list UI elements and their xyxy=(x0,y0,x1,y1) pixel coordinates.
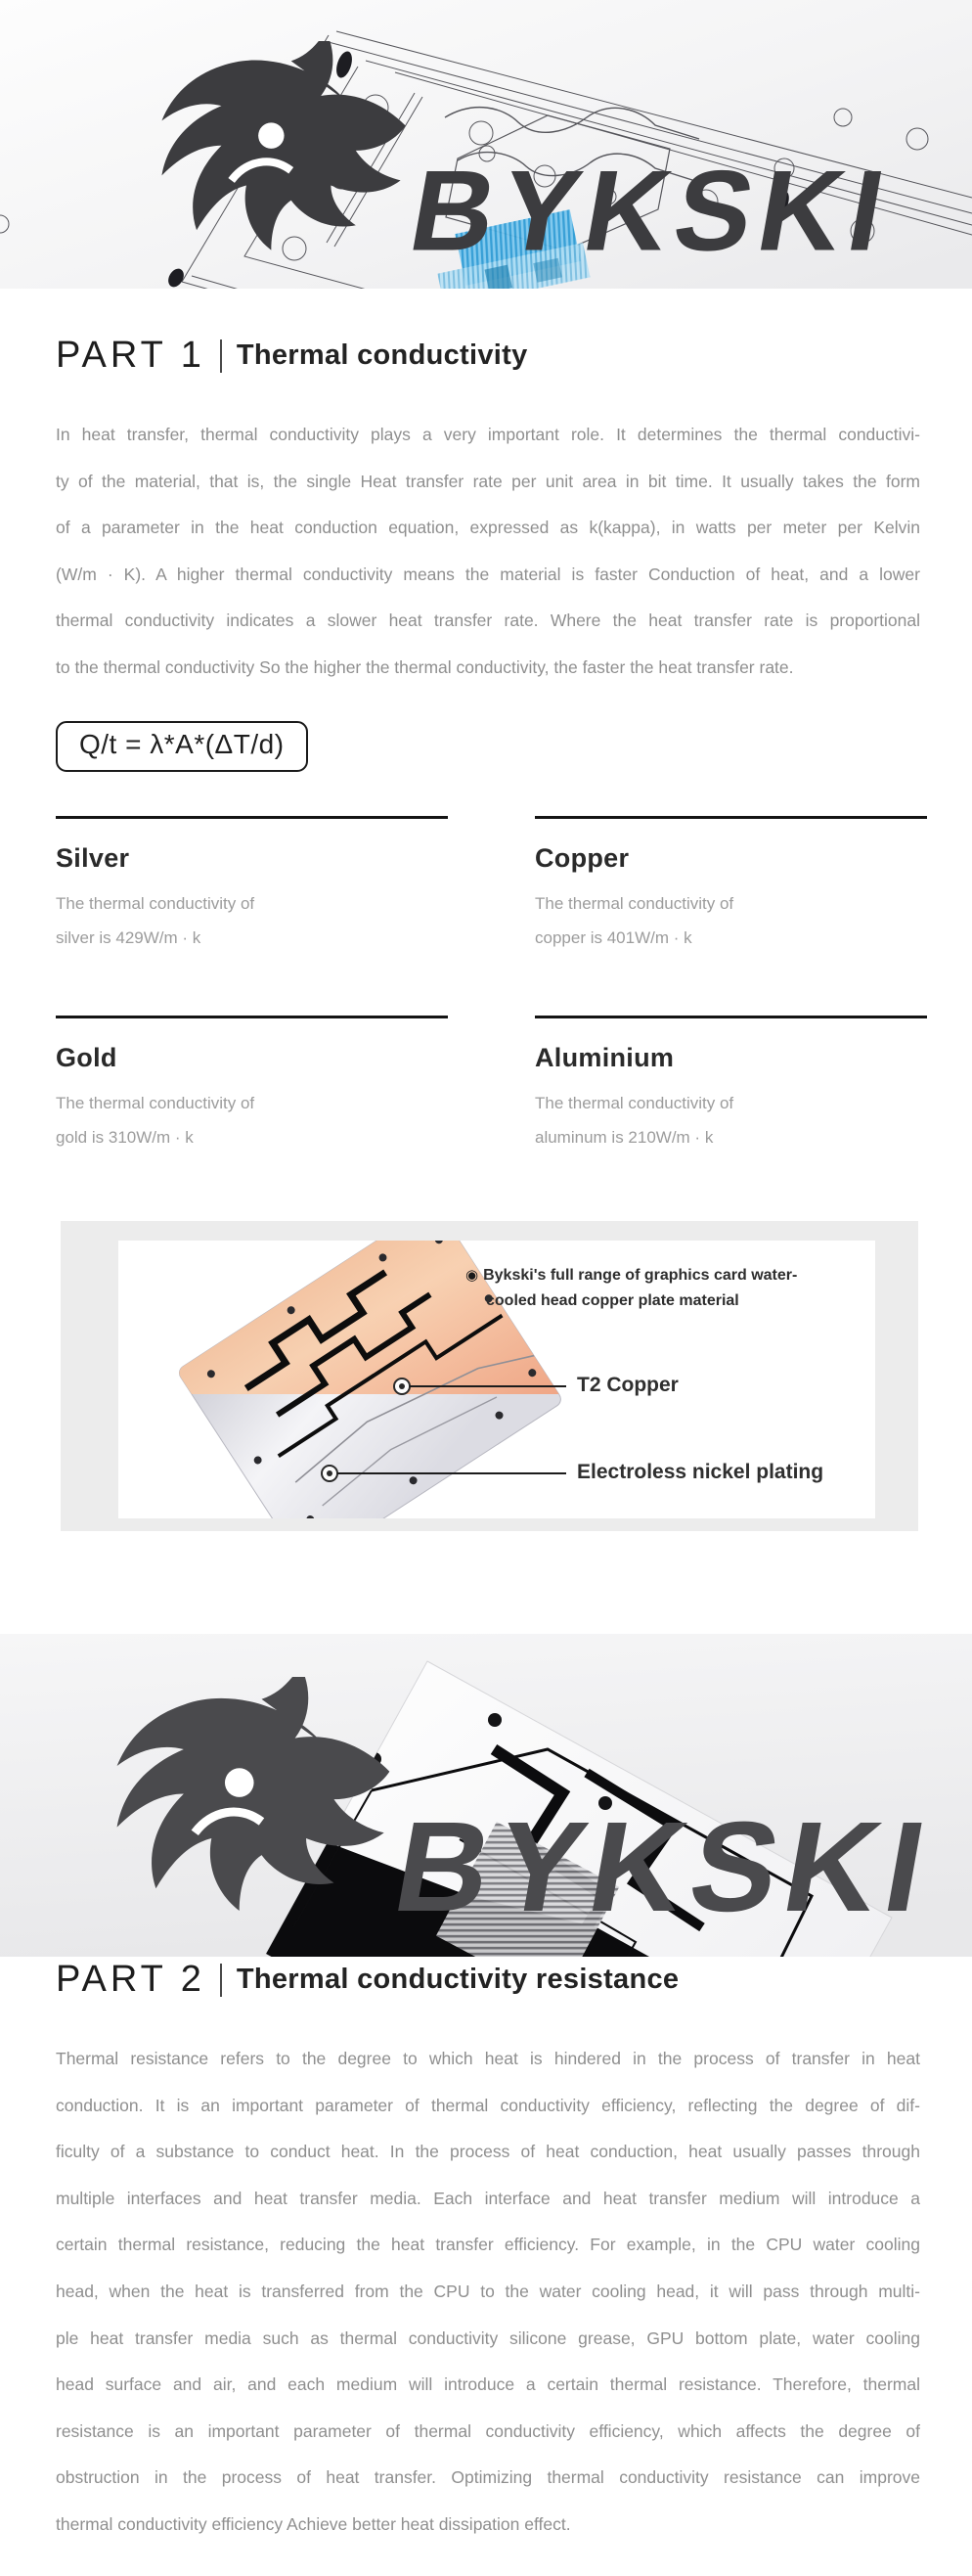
paragraph-line: thermal conductivity efficiency Achieve better heat dissipation effect. xyxy=(56,2513,571,2534)
paragraph-line: to the thermal conductivity So the higher the thermal conductivity, the faster the heat transfer rate. xyxy=(56,656,794,677)
material-desc-line: copper is 401W/m · k xyxy=(535,928,692,947)
paragraph-line: Thermal resistance refers to the degree to which heat is hindered in the process of transfer in heat xyxy=(56,2049,920,2068)
paragraph-line: obstruction in the process of heat transfer. Optimizing thermal conductivity resistance can improve xyxy=(56,2467,920,2488)
paragraph-line: (W/m · K). A higher thermal conductivity means the material is faster Conduction of heat, and a lower xyxy=(56,564,920,584)
paragraph-line: resistance is an important parameter of thermal conductivity efficiency, which affects the degree of xyxy=(56,2420,920,2441)
paragraph-line: thermal conductivity indicates a slower heat transfer rate. Where the heat transfer rate is proportional xyxy=(56,610,920,631)
material-desc-line: The thermal conductivity of xyxy=(56,1094,255,1112)
material-desc-line: aluminum is 210W/m · k xyxy=(535,1128,714,1147)
material-desc-line: The thermal conductivity of xyxy=(535,1094,734,1112)
paragraph-line: multiple interfaces and heat transfer media. Each interface and heat transfer medium will introduce a xyxy=(56,2188,920,2208)
material-name: Silver xyxy=(56,843,130,873)
caption-line: Bykski's full range of graphics card water- xyxy=(483,1267,798,1284)
material-desc-line: The thermal conductivity of xyxy=(56,894,255,913)
callout-ring-copper xyxy=(394,1378,410,1394)
label-electroless-nickel: Electroless nickel plating xyxy=(577,1461,824,1483)
material-desc-line: silver is 429W/m · k xyxy=(56,928,201,947)
copper-plate-panel xyxy=(61,1221,918,1531)
copper-plate-card xyxy=(118,1241,875,1518)
dragon-eye xyxy=(258,122,284,148)
bykski-logo xyxy=(54,1677,972,1957)
paragraph-line: conduction. It is an important parameter of thermal conductivity efficiency, reflecting the degree of dif- xyxy=(56,2095,920,2115)
part2-title: Thermal conductivity resistance xyxy=(236,1964,680,1995)
bykski-wordmark: BYKSKI xyxy=(384,1794,944,1938)
label-t2-copper: T2 Copper xyxy=(577,1374,679,1396)
paragraph-line: head surface and air, and each medium will introduce a certain thermal resistance. Therefore, thermal xyxy=(56,2374,920,2395)
dragon-icon xyxy=(161,41,405,250)
material-card-copper xyxy=(535,816,927,955)
part2-header xyxy=(56,1959,679,2001)
part2-paragraph xyxy=(56,2036,920,2549)
caption-line: cooled head copper plate material xyxy=(486,1292,739,1309)
material-card-aluminium xyxy=(535,1016,927,1154)
paragraph-line: ficulty of a substance to conduct heat. In the process of heat conduction, heat usually passes through xyxy=(56,2142,920,2162)
bykski-logo xyxy=(54,41,972,289)
circled-dot-icon: ◉ xyxy=(465,1267,479,1284)
material-name: Copper xyxy=(535,843,630,873)
header-divider xyxy=(220,1964,222,1997)
material-card-silver xyxy=(56,816,448,955)
material-desc-line: The thermal conductivity of xyxy=(535,894,734,913)
callout-ring-nickel xyxy=(322,1466,337,1481)
hero-nickel-plate xyxy=(0,1634,972,1957)
part1-title: Thermal conductivity xyxy=(236,339,528,371)
material-desc-line: gold is 310W/m · k xyxy=(56,1128,194,1147)
paragraph-line: ty of the material, that is, the single Heat transfer rate per unit area in bit time. It usually takes the form xyxy=(56,471,920,491)
thermal-conductivity-formula: Q/t = λ*A*(ΔT/d) xyxy=(56,721,308,772)
panel-caption xyxy=(465,1263,857,1314)
paragraph-line: head, when the heat is transferred from the CPU to the water cooling head, it will pass through multi- xyxy=(56,2281,920,2301)
material-name: Gold xyxy=(56,1043,117,1072)
dragon-icon xyxy=(117,1677,390,1911)
hero-wireframe-waterblock xyxy=(0,0,972,289)
part2-label: PART 2 xyxy=(56,1959,205,2000)
part1-label: PART 1 xyxy=(56,335,205,376)
paragraph-line: of a parameter in the heat conduction equation, expressed as k(kappa), in watts per meter per Kelvin xyxy=(56,518,920,538)
dragon-eye xyxy=(225,1768,254,1797)
material-card-gold xyxy=(56,1016,448,1154)
header-divider xyxy=(220,339,222,373)
paragraph-line: certain thermal resistance, reducing the heat transfer efficiency. For example, in the CPU water cooling xyxy=(56,2235,920,2255)
bykski-wordmark: BYKSKI xyxy=(401,146,902,275)
paragraph-line: ple heat transfer media such as thermal conductivity silicone grease, GPU bottom plate, water cooling xyxy=(56,2327,920,2348)
material-name: Aluminium xyxy=(535,1043,675,1072)
paragraph-line: In heat transfer, thermal conductivity plays a very important role. It determines the thermal conductivi- xyxy=(56,425,920,444)
part1-header xyxy=(56,335,528,377)
part1-paragraph xyxy=(56,412,920,692)
